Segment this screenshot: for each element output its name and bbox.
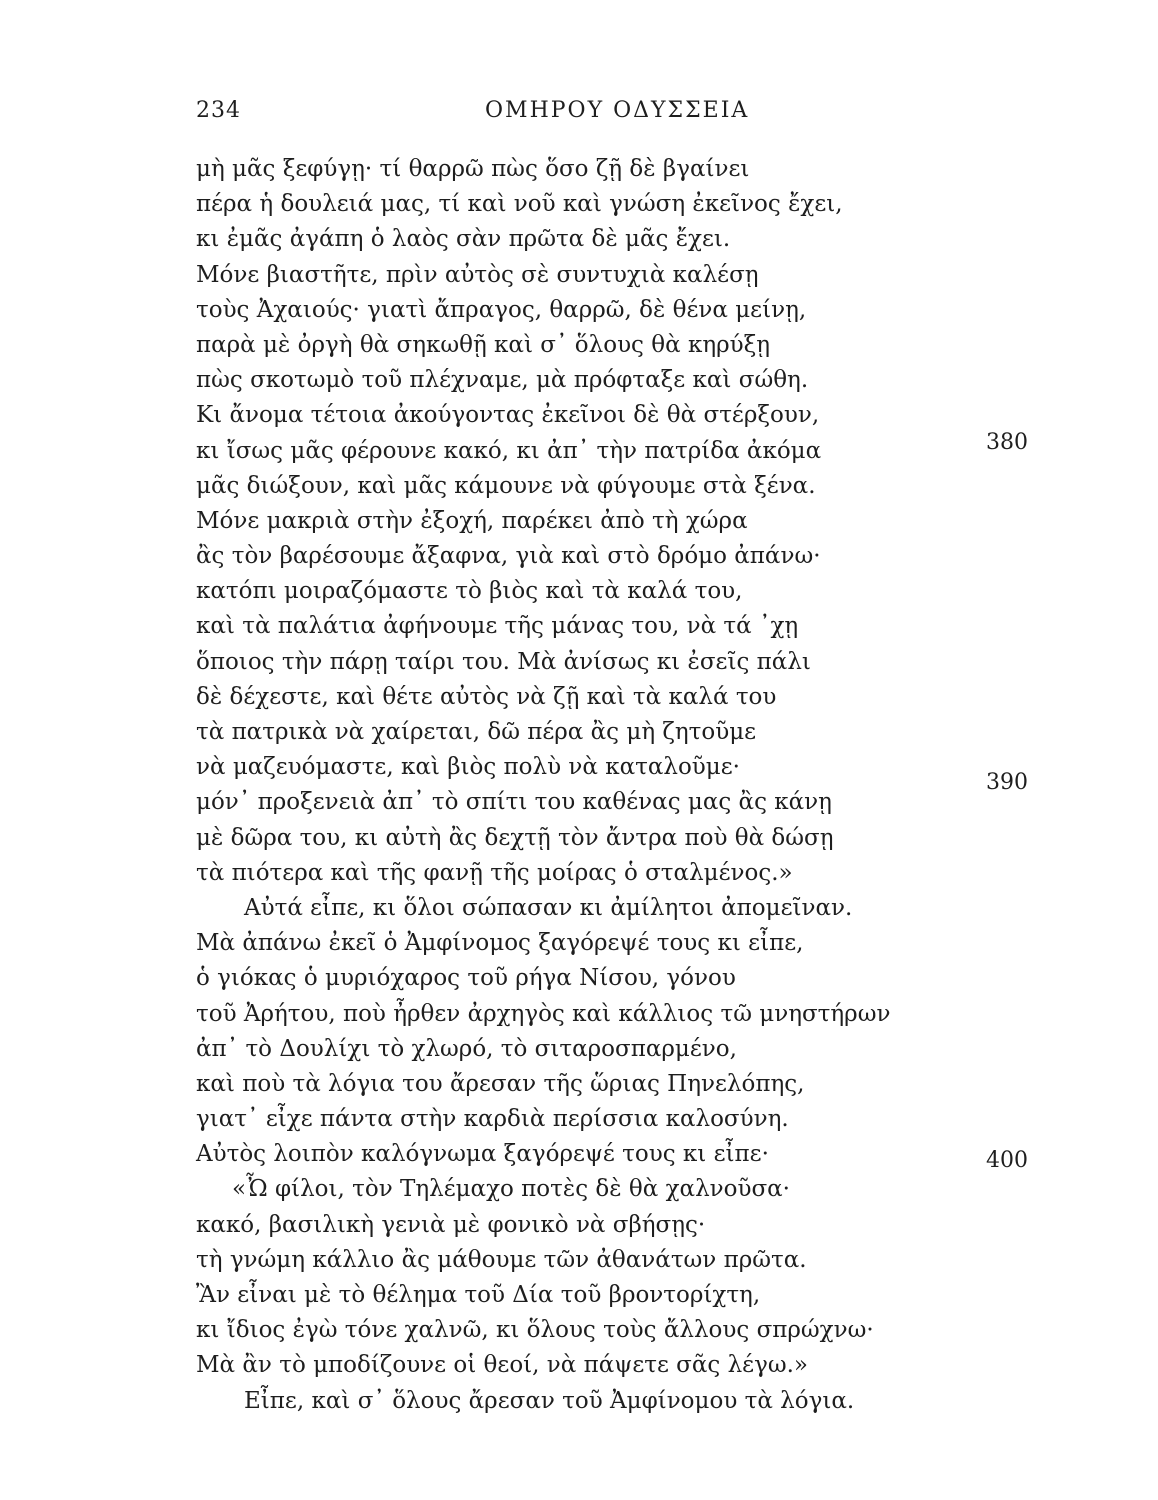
verse-line: δὲ δέχεστε, καὶ θέτε αὐτὸς νὰ ζῇ καὶ τὰ καλά του — [196, 683, 777, 710]
verse-line: τοὺς Ἀχαιούς· γιατὶ ἄπραγος, θαρρῶ, δὲ θένα μείνῃ, — [196, 296, 807, 323]
verse-line: ὁ γιόκας ὁ μυριόχαρος τοῦ ρήγα Νίσου, γόνου — [196, 965, 736, 992]
verse-line: Ἂν εἶναι μὲ τὸ θέλημα τοῦ Δία τοῦ βροντορίχτη, — [196, 1282, 761, 1308]
verse-line: τοῦ Ἀρήτου, ποὺ ἦρθεν ἀρχηγὸς καὶ κάλλιος τῶ μνηστήρων — [196, 1000, 891, 1027]
verse-line: κατόπι μοιραζόμαστε τὸ βιὸς καὶ τὰ καλά του, — [196, 578, 743, 605]
verse-line: Αὐτά εἶπε, κι ὅλοι σώπασαν κι ἀμίλητοι ἀπομεῖναν. — [244, 894, 853, 921]
verse-line: κακό, βασιλικὴ γενιὰ μὲ φονικὸ νὰ σβήσῃς· — [196, 1211, 706, 1238]
verse-line: Μὰ ἀπάνω ἐκεῖ ὁ Ἀμφίνομος ξαγόρεψέ τους κι εἶπε, — [196, 930, 804, 957]
verse-line: μὴ μᾶς ξεφύγῃ· τί θαρρῶ πὼς ὅσο ζῇ δὲ βγαίνει — [196, 156, 750, 182]
verse-line: τὰ πιότερα καὶ τῆς φανῇ τῆς μοίρας ὁ σταλμένος.» — [196, 859, 793, 886]
line-number-380: 380 — [986, 430, 1028, 455]
verse-line: πέρα ἡ δουλειά μας, τί καὶ νοῦ καὶ γνώση ἐκεῖνος ἔχει, — [196, 191, 843, 218]
verse-line: κι ἴδιος ἐγὼ τόνε χαλνῶ, κι ὅλους τοὺς ἄλλους σπρώχνω· — [196, 1317, 874, 1344]
verse-line: κι ἴσως μᾶς φέρουνε κακό, κι ἀπ᾿ τὴν πατρίδα ἀκόμα — [196, 437, 822, 464]
verse-line: κι ἐμᾶς ἀγάπη ὁ λαὸς σὰν πρῶτα δὲ μᾶς ἔχει. — [196, 226, 731, 253]
running-title: ΟΜΗΡΟΥ ΟΔΥΣΣΕΙΑ — [485, 98, 750, 123]
verse-line: ἀπ᾿ τὸ Δουλίχι τὸ χλωρό, τὸ σιταροσπαρμένο, — [196, 1035, 737, 1062]
verse-line: τὰ πατρικὰ νὰ χαίρεται, δῶ πέρα ἂς μὴ ζητοῦμε — [196, 719, 757, 745]
verse-line: μᾶς διώξουν, καὶ μᾶς κάμουνε νὰ φύγουμε στὰ ξένα. — [196, 472, 816, 499]
verse-line: Μόνε μακριὰ στὴν ἐξοχή, παρέκει ἀπὸ τὴ χώρα — [196, 507, 748, 534]
page-number: 234 — [196, 98, 241, 123]
verse-line: μὲ δῶρα του, κι αὐτὴ ἂς δεχτῇ τὸν ἄντρα ποὺ θὰ δώσῃ — [196, 824, 834, 851]
verse-line: πὼς σκοτωμὸ τοῦ πλέχναμε, μὰ πρόφταξε καὶ σώθη. — [196, 367, 809, 394]
verse-block — [196, 152, 916, 1419]
verse-line: ἂς τὸν βαρέσουμε ἄξαφνα, γιὰ καὶ στὸ δρόμο ἀπάνω· — [196, 543, 821, 570]
verse-line: γιατ᾿ εἶχε πάντα στὴν καρδιὰ περίσσια καλοσύνη. — [196, 1106, 789, 1133]
verse-line: νὰ μαζευόμαστε, καὶ βιὸς πολὺ νὰ καταλοῦμε· — [196, 754, 740, 781]
verse-line: Μόνε βιαστῆτε, πρὶν αὐτὸς σὲ συντυχιὰ καλέσῃ — [196, 261, 759, 288]
verse-line: «Ὦ φίλοι, τὸν Τηλέμαχο ποτὲς δὲ θὰ χαλνοῦσα· — [232, 1176, 790, 1203]
verse-line: παρὰ μὲ ὀργὴ θὰ σηκωθῇ καὶ σ᾿ ὅλους θὰ κηρύξῃ — [196, 331, 771, 358]
verse-line: Κι ἄνομα τέτοια ἀκούγοντας ἐκεῖνοι δὲ θὰ στέρξουν, — [196, 402, 820, 429]
verse-line: καὶ ποὺ τὰ λόγια του ἄρεσαν τῆς ὥριας Πηνελόπης, — [196, 1070, 805, 1097]
verse-line: Αὐτὸς λοιπὸν καλόγνωμα ξαγόρεψέ τους κι εἶπε· — [196, 1141, 769, 1168]
verse-line: τὴ γνώμη κάλλιο ἂς μάθουμε τῶν ἀθανάτων πρῶτα. — [196, 1246, 807, 1273]
verse-line: Μὰ ἂν τὸ μποδίζουνε οἱ θεοί, νὰ πάψετε σᾶς λέγω.» — [196, 1352, 808, 1379]
line-number-390: 390 — [986, 770, 1028, 795]
verse-line: μόν᾿ προξενειὰ ἀπ᾿ τὸ σπίτι του καθένας μας ἂς κάνῃ — [196, 789, 832, 816]
verse-line: καὶ τὰ παλάτια ἀφήνουμε τῆς μάνας του, νὰ τά ᾿χῃ — [196, 613, 799, 640]
verse-line: Εἶπε, καὶ σ᾿ ὅλους ἄρεσαν τοῦ Ἀμφίνομου τὰ λόγια. — [244, 1387, 855, 1414]
page-header — [0, 98, 1158, 130]
verse-line: ὅποιος τὴν πάρῃ ταίρι του. Μὰ ἀνίσως κι ἐσεῖς πάλι — [196, 648, 811, 675]
line-number-400: 400 — [986, 1148, 1028, 1173]
